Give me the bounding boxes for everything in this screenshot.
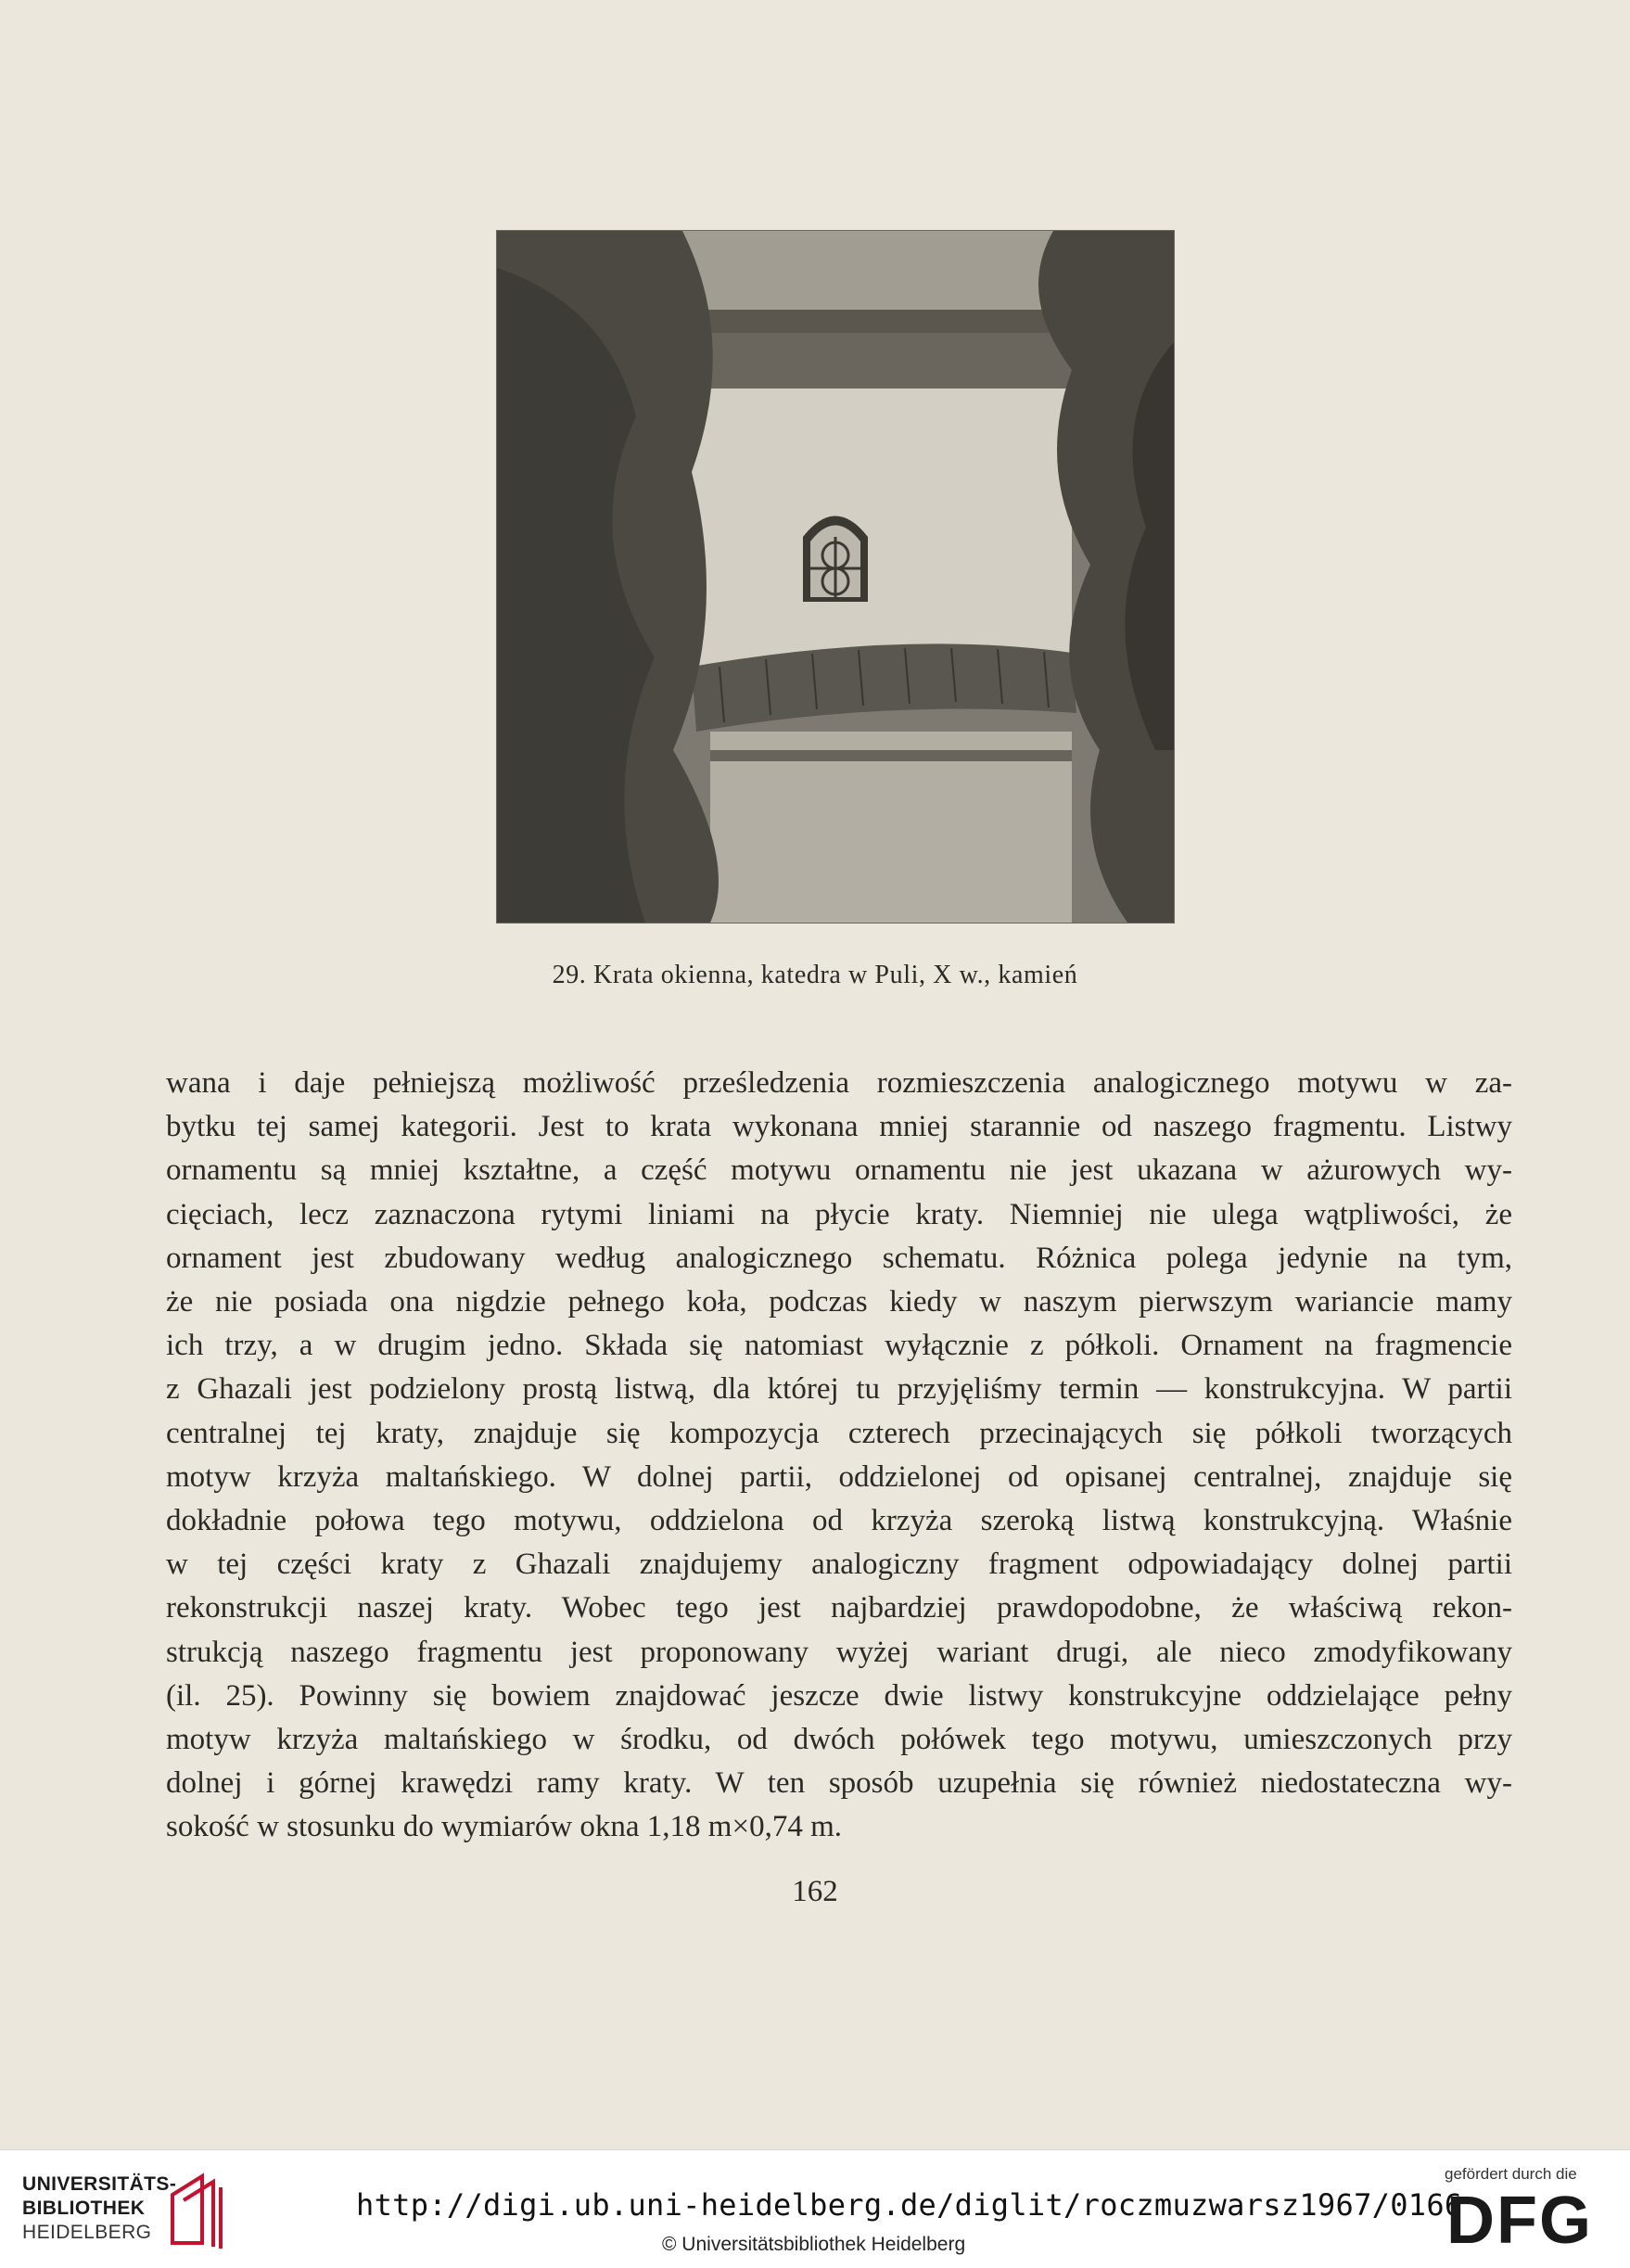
library-name-line1: UNIVERSITÄTS- — [22, 2173, 177, 2195]
library-name-line3: HEIDELBERG — [22, 2222, 152, 2243]
text-line: z Ghazali jest podzielony prostą listwą, dla której tu przyjęliśmy termin — konstrukcyjna. W partii — [166, 1372, 1512, 1407]
page-number: 162 — [792, 1875, 838, 1908]
window-grille-photo — [497, 231, 1174, 923]
library-name-line2: BIBLIOTHEK — [22, 2198, 146, 2219]
text-line: ich trzy, a w drugim jedno. Składa się natomiast wyłącznie z półkoli. Ornament na fragmencie — [166, 1329, 1512, 1363]
text-line: rekonstrukcji naszej kraty. Wobec tego jest najbardziej prawdopodobne, że właściwą rekon- — [166, 1591, 1512, 1625]
text-line: motyw krzyża maltańskiego. W dolnej partii, oddzielonej od opisanej centralnej, znajduje się — [166, 1459, 1512, 1494]
text-line: ornamentu są mniej kształtne, a część motywu ornamentu nie jest ukazana w ażurowych wy- — [166, 1153, 1512, 1188]
text-line: ornament jest zbudowany według analogicznego schematu. Różnica polega jedynie na tym, — [166, 1241, 1512, 1275]
figure-caption: 29. Krata okienna, katedra w Puli, X w., kamień — [552, 961, 1078, 989]
text-line: dokładnie połowa tego motywu, oddzielona od krzyża szeroką listwą konstrukcyjną. Właśnie — [166, 1504, 1512, 1538]
text-line: sokość w stosunku do wymiarów okna 1,18 m×0,74 m. — [166, 1810, 842, 1844]
body-text — [166, 1062, 1512, 1850]
permalink-url[interactable]: http://digi.ub.uni-heidelberg.de/diglit/roczmuzwarsz1967/0166 — [356, 2187, 1463, 2223]
text-line: centralnej tej kraty, znajduje się kompozycja czterech przecinających się półkoli tworzących — [166, 1416, 1512, 1450]
text-line: dolnej i górnej krawędzi ramy kraty. W ten sposób uzupełnia się również niedostateczna wy- — [166, 1766, 1512, 1801]
text-line: motyw krzyża maltańskiego w środku, od dwóch połówek tego motywu, umieszczonych przy — [166, 1723, 1512, 1757]
figure-photograph — [496, 230, 1175, 924]
text-line: w tej części kraty z Ghazali znajdujemy analogiczny fragment odpowiadający dolnej partii — [166, 1548, 1512, 1582]
copyright-notice: © Universitätsbibliothek Heidelberg — [662, 2234, 966, 2255]
footer-bar — [0, 2149, 1630, 2268]
dfg-logo[interactable]: DFG — [1446, 2184, 1593, 2258]
text-line: (il. 25). Powinny się bowiem znajdować jeszcze dwie listwy konstrukcyjne oddzielające pełny — [166, 1678, 1512, 1713]
library-emblem-icon — [165, 2167, 226, 2250]
library-logo[interactable] — [22, 2172, 176, 2245]
text-line: bytku tej samej kategorii. Jest to krata wykonana mniej starannie od naszego fragmentu. Listwy — [166, 1110, 1512, 1144]
text-line: strukcją naszego fragmentu jest proponowany wyżej wariant drugi, ale nieco zmodyfikowany — [166, 1635, 1512, 1669]
text-line: cięciach, lecz zaznaczona rytymi liniami na płycie kraty. Niemniej nie ulega wątpliwości, że — [166, 1197, 1512, 1231]
funding-label: gefördert durch die — [1445, 2165, 1577, 2183]
text-line: że nie posiada ona nigdzie pełnego koła, podczas kiedy w naszym pierwszym wariancie mamy — [166, 1285, 1512, 1319]
text-line: wana i daje pełniejszą możliwość prześledzenia rozmieszczenia analogicznego motywu w za- — [166, 1066, 1512, 1100]
